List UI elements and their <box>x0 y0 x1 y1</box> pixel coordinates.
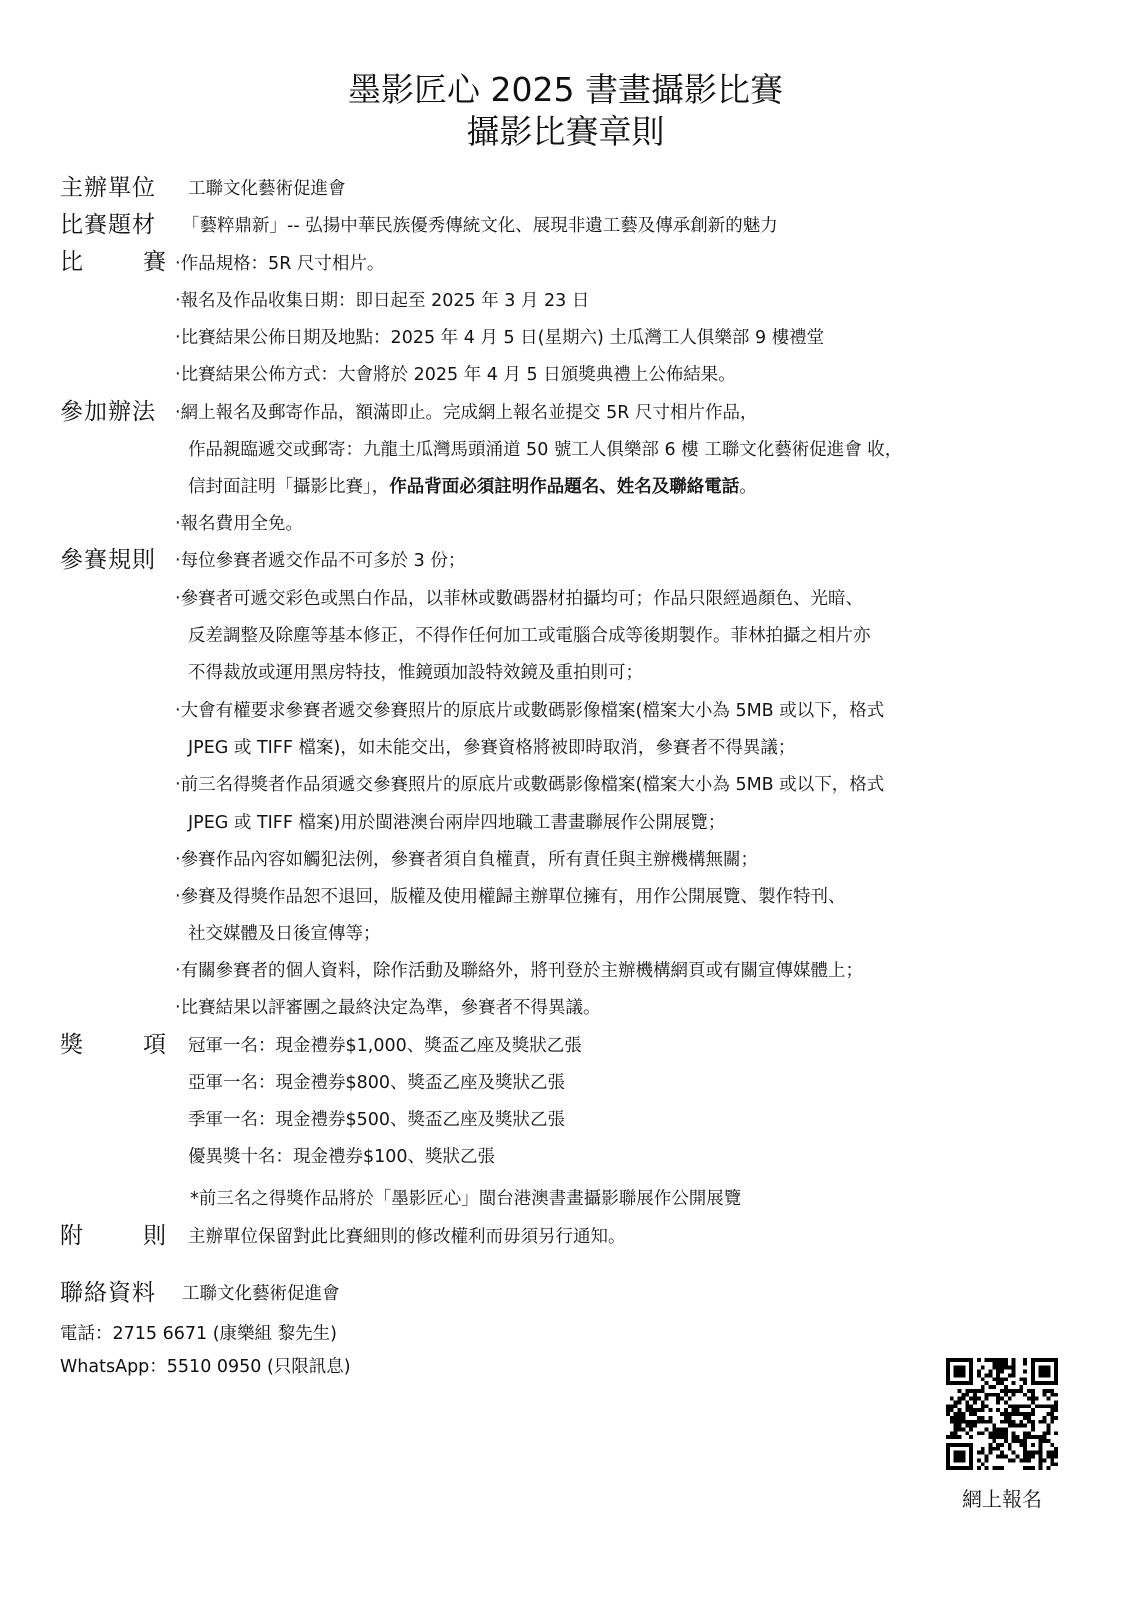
competition-label-char-2: 賽 <box>143 249 166 275</box>
rule-line: ‧每位參賽者遞交作品不可多於 3 份； <box>175 551 466 571</box>
participation-address-line: 作品親臨遞交或郵寄：九龍土瓜灣馬頭涌道 50 號工人俱樂部 6 樓 工聯文化藝術促進會 收， <box>188 440 903 460</box>
supplementary-label <box>60 1221 166 1251</box>
contact-label: 聯絡資料 <box>60 1280 156 1306</box>
contact-phone: 電話：2715 6671 (康樂組 黎先生) <box>60 1324 337 1344</box>
theme-value: 「藝粹鼎新」-- 弘揚中華民族優秀傳統文化、展現非遺工藝及傳承創新的魅力 <box>182 216 778 236</box>
rule-line: JPEG 或 TIFF 檔案)用於閩港澳台兩岸四地職工書畫聯展作公開展覽； <box>188 813 726 833</box>
participation-envelope-line <box>188 474 757 500</box>
award-line: 優異獎十名：現金禮券$100、獎狀乙張 <box>188 1147 496 1167</box>
supplementary-value: 主辦單位保留對此比賽細則的修改權利而毋須另行通知。 <box>188 1227 626 1247</box>
awards-label <box>60 1030 166 1060</box>
award-line: 亞軍一名：現金禮券$800、獎盃乙座及獎狀乙張 <box>188 1073 566 1093</box>
competition-label-char-1: 比 <box>60 249 83 275</box>
rule-line: ‧大會有權要求參賽者遞交參賽照片的原底片或數碼影像檔案(檔案大小為 5MB 或以下，格式 <box>175 701 885 721</box>
supplementary-label-char-1: 附 <box>60 1223 83 1249</box>
organizer-value: 工聯文化藝術促進會 <box>188 179 346 199</box>
award-line: 季軍一名：現金禮券$500、獎盃乙座及獎狀乙張 <box>188 1110 566 1130</box>
qr-caption: 網上報名 <box>962 1487 1042 1511</box>
participation-label: 參加辦法 <box>60 399 156 425</box>
competition-line: ‧比賽結果公佈方式：大會將於 2025 年 4 月 5 日頒獎典禮上公佈結果。 <box>175 365 736 385</box>
rule-line: 社交媒體及日後宣傳等； <box>188 924 381 944</box>
document-subtitle: 攝影比賽章則 <box>466 112 665 151</box>
participation-line: ‧網上報名及郵寄作品，額滿即止。完成網上報名並提交 5R 尺寸相片作品， <box>175 403 758 423</box>
competition-line: ‧比賽結果公佈日期及地點：2025 年 4 月 5 日(星期六) 土瓜灣工人俱樂部 9 樓禮堂 <box>175 328 825 348</box>
organizer-label: 主辦單位 <box>60 175 156 201</box>
contact-whatsapp: WhatsApp：5510 0950 (只限訊息) <box>60 1357 351 1377</box>
contact-org: 工聯文化藝術促進會 <box>182 1284 340 1304</box>
rule-line: ‧參賽者可遞交彩色或黑白作品，以菲林或數碼器材拍攝均可；作品只限經過顏色、光暗、 <box>175 589 864 609</box>
competition-line: ‧作品規格：5R 尺寸相片。 <box>175 254 385 274</box>
competition-label <box>60 247 166 277</box>
rules-label: 參賽規則 <box>60 547 156 573</box>
awards-label-char-2: 項 <box>143 1032 166 1058</box>
award-line: 冠軍一名：現金禮券$1,000、獎盃乙座及獎狀乙張 <box>188 1036 582 1056</box>
rule-line: JPEG 或 TIFF 檔案)，如未能交出，參賽資格將被即時取消，參賽者不得異議； <box>188 738 796 758</box>
rule-line: ‧前三名得獎者作品須遞交參賽照片的原底片或數碼影像檔案(檔案大小為 5MB 或以下，格式 <box>175 775 885 795</box>
document-title: 墨影匠心 2025 書畫攝影比賽 <box>348 70 783 109</box>
rule-line: ‧參賽作品內容如觸犯法例，參賽者須自負權責，所有責任與主辦機構無關； <box>175 850 759 870</box>
qr-code-icon[interactable] <box>946 1358 1058 1470</box>
rule-line: 不得裁放或運用黑房特技，惟鏡頭加設特效鏡及重拍則可； <box>188 663 643 683</box>
rule-line: ‧參賽及得獎作品恕不退回，版權及使用權歸主辦單位擁有，用作公開展覽、製作特刊、 <box>175 887 846 907</box>
envelope-note-emphasis: 作品背面必須註明作品題名、姓名及聯絡電話 <box>389 477 740 497</box>
theme-label: 比賽題材 <box>60 212 156 238</box>
supplementary-label-char-2: 則 <box>143 1223 166 1249</box>
envelope-note-end: 。 <box>739 477 757 497</box>
participation-fee-line: ‧報名費用全免。 <box>175 514 304 534</box>
awards-label-char-1: 獎 <box>60 1032 83 1058</box>
envelope-note: 信封面註明「攝影比賽」， <box>188 477 390 497</box>
rule-line: ‧比賽結果以評審團之最終決定為準，參賽者不得異議。 <box>175 998 601 1018</box>
awards-note: *前三名之得獎作品將於「墨影匠心」閩台港澳書畫攝影聯展作公開展覽 <box>190 1189 742 1209</box>
rule-line: ‧有關參賽者的個人資料，除作活動及聯絡外，將刊登於主辦機構網頁或有關宣傳媒體上； <box>175 961 864 981</box>
competition-line: ‧報名及作品收集日期：即日起至 2025 年 3 月 23 日 <box>175 291 590 311</box>
rule-line: 反差調整及除塵等基本修正，不得作任何加工或電腦合成等後期製作。菲林拍攝之相片亦 <box>188 626 871 646</box>
